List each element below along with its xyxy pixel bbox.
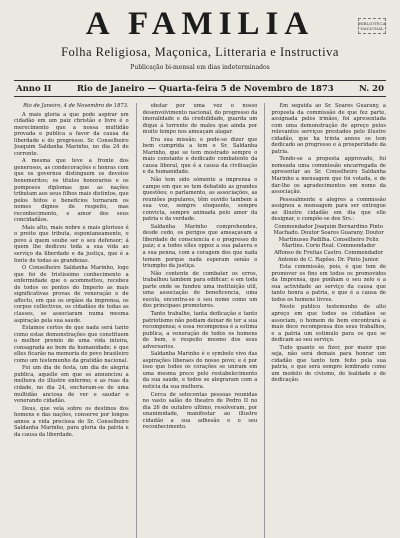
commission-members: Commendador Joaquim Bernardino Pinto Machado. Doutor Soares Guarany. Doutor Martinusso Padilha. Conselheiro Felix Martins. Corio Real. Commendador Affonso de Freitas Castro. Commendador Antonio de C. Rapôso. Dr. Pinto Junior. [273,223,384,263]
paragraph: Era sua missão; e pode-se dizer que bem cumprida a tem o Sr. Saldanha Marinho, que se tem mostrado sempre o mais constante e dedicado combatente da causa liberal, que é a causa da civilisação e da humanidade. [142,136,258,176]
column-1 [14,103,129,538]
paragraph: Neste publico testemunho de alto apreço em que todos os cidadãos se associam, o homem de bem encontrará a mais doce recompensa dos seus trabalhos, e a patria um estimulo para os que se dedicam ao seu serviço. [271,304,387,344]
paragraph: Estamos certos de que nada será tanto como estas demonstrações que constituem o melhor premio de uma vida inteira, consagrada ao bem da humanidade; e que elles ficarão na memoria do povo brasileiro como um testemunho da gratidão nacional. [14,325,129,364]
issue-year: Anno II [16,83,52,94]
paragraph: A mesma que teve a fronte dos generosos, as condecorações e honras com que os governos distinguem os devotos benemeritos; os titulos honorarios e os pomposos diplomas que as nações tributam aos seus filhos mais distintos, que pelos feitos e beneficios tornaram os nomes dignos de respeito, mas reconhecimento, e amor dos seus concidadãos. [14,158,129,224]
issue-bar [14,80,386,97]
article-dateline: Rio de Janeiro, 4 de Novembro de 1873. [23,103,129,109]
paragraph: Foi um dia de festa, um dia de alegria publica, aquelle em que se annunciou a melhora do illustre enfermo; e as ruas da cidade, no dia 24, encheram-se de uma multidão anciosa de ver e saudar o venerando cidadão. [14,365,129,405]
paragraph: Saldanha Marinho é o symbolo vivo das aspirações liberaes do nosso povo; e é por isso que todos os corações se uniram em uma mesma prece pelo restabelecimento da sua saude, e todos se alegraram com a noticia da sua melhora. [142,351,258,390]
paragraph: Não tem sido sómente a imprensa o campo em que se tem debatido as grandes questões; o parlamento, as associações, as reuniões populares, têm ouvido tambem a sua voz, sempre eloquente, sempre convicta, sempre animada pelo amor da patria e da verdade. [142,177,258,223]
paragraph: Tanto trabalho, tanta dedicação e tanto patriotismo não podiam deixar de ter a sua recompensa; e essa recompensa é a estima publica, a veneração de todos os homens de bem, o respeito mesmo dos seus adversarios. [142,310,258,350]
paragraph: Saldanha Marinho comprehendeu, desde cedo, os perigos que ameaçavam a liberdade de consciencia e o progresso do paiz; e a todos elles oppoz a sua palavra e a sua penna, com a coragem dos que nada temem porque nada esperam senão o triumpho da justiça. [142,223,258,270]
issue-number: N. 20 [359,83,384,94]
newspaper-title: A FAMILIA [85,6,315,42]
publication-note: Publicação bi-mensal em dias indeterminados [130,64,270,71]
paragraph: obstar por uma vez o nosso desenvolvimento nacional, do progresso da imoralidade e da credulidade, guarda um dique á torrente de males que ainda por muito tempo nos ameaçam alagar. [142,103,258,136]
column-2 [136,103,258,538]
paragraph: A mais gloria a que pode aspirar um cidadão em um paiz christão e livre é o merecimento que a nossa multidão provada e publica a favor da causa da liberdade e do progresso. Sr. Conselheiro Joaquim Saldanha Marinho, no dia 24 de corrente. [14,111,129,157]
column-3 [264,103,386,538]
library-stamp: BIBLIOTECA NACIONAL [358,18,386,34]
paragraph: Em seguida ao Sr. Soares Guarany, a proposta da commissão de que fez parte, assignada pelos irmãos, foi apresentada com uma demonstração de apreço pelos relevantes serviços prestados pelo illustre cidadão, que ha trinta annos se tem dedicado ao progresso e á prosperidade da patria. [271,103,387,155]
issue-date: Rio de Janeiro — Quarta-feira 5 de Novembro de 1873 [76,83,334,94]
paragraph: Cerca de setecentas pessoas reunidas no vasto salão do theatro de Pedro II no dia 26 de outubro ultimo, resolveram, por unanimidade, manifestar ao illustre cidadão a sua adhesão e o seu reconhecimento. [142,391,258,431]
masthead [14,0,386,72]
paragraph: Não contente de combater os erros, trabalhou tambem para edificar; e em toda parte onde se fundou uma instituição util, uma associação de beneficencia, uma escola, encontra-se o seu nome como um dos principaes promotores. [142,270,258,310]
paragraph: Deus, que vela sobre os destinos dos homens e das nações, conserve por longos annos a vida preciosa do Sr. Conselheiro Saldanha Marinho, para gloria da patria e da causa da liberdade. [14,405,129,438]
paragraph: Mais alto, mais nobre e mais glorioso é o preito que tributa, espontaneamente, o povo á quem soube ser o seu defensor; á quem lhe dedicou toda a sua vida ao serviço da liberdade e da justiça, que é a fonte de todas as grandezas. [14,224,129,264]
paragraph: O Conselheiro Saldanha Marinho, logo que foi de tristissimo conhecimento a enfermidade que o acommetteu, recebeu de todos os pontos do Imperio as mais significativas provas de veneração e de affecto, em que os orgãos da imprensa, os corpos collectivos, os cidadãos de todas as classes, se associaram numa mesma aspiração pela sua saude. [14,265,129,324]
newspaper-subtitle: Folha Religiosa, Maçonica, Litteraria e Instructiva [61,45,339,59]
article-columns [14,103,386,538]
paragraph: Tudo quanto se fizer, por maior que seja, não será demais para honrar um cidadão que tanto tem feito pela sua patria, e que será sempre lembrado como um modelo de civismo, de lealdade e de dedicação. [271,344,387,384]
paragraph: Esta commissão, pois, é que tem de promover os fins em todos os promovidos da Imprensa, que ponham o seu zelo e a sua actividade ao serviço da causa que tanto honra a patria, e que é a causa de todos os homens livres. [271,264,387,303]
paragraph: Pessoalmente e alegres a commissão assignou a mensagem para ser entregue ao illustre cidadão em dia que elle designar, e compõe-se dos Srs.: [271,196,387,223]
paragraph: Tendo-se a proposta approvado, foi nomeada uma commissão encarregada de apresentar ao Sr. Conselheiro Saldanha Marinho a mensagem que foi votada, e de dar-lhe os agradecimentos em nome da associação. [271,156,387,196]
